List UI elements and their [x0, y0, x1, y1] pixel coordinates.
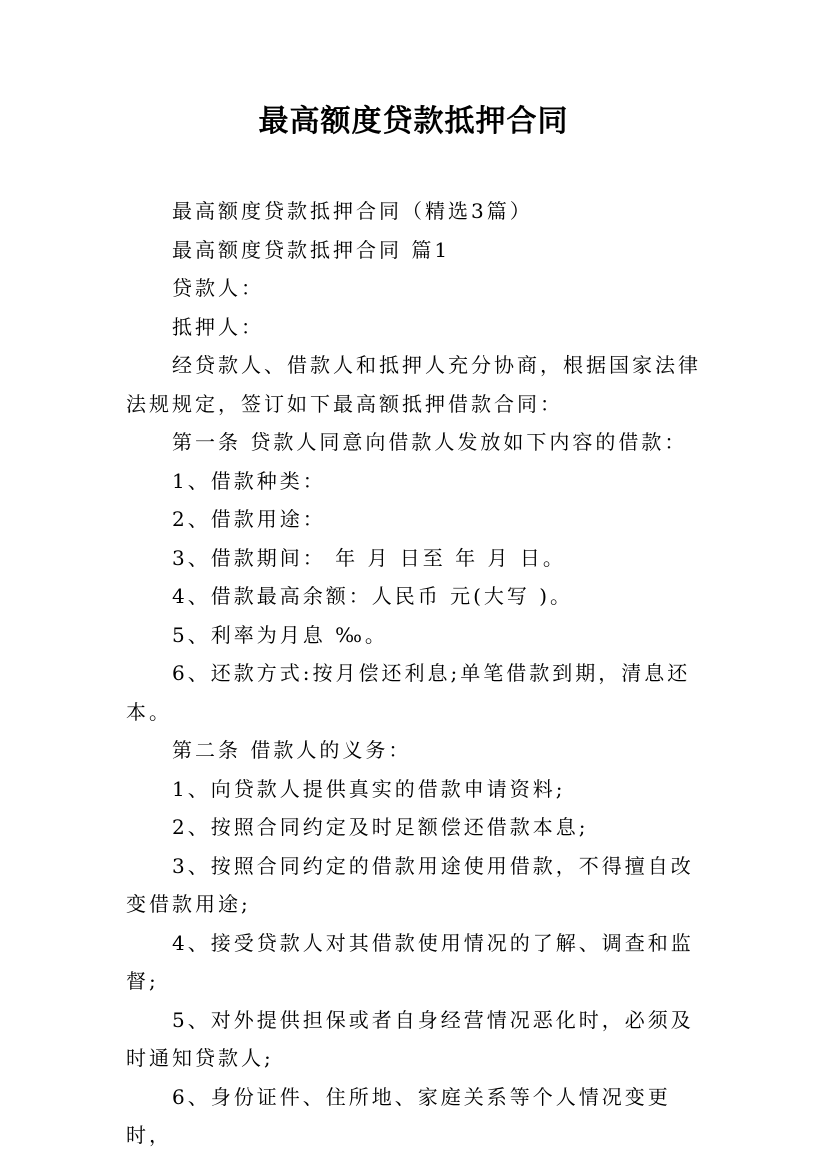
- paragraph: 4、借款最高余额：人民币 元(大写 )。: [172, 584, 574, 608]
- document-body: [126, 192, 716, 1155]
- paragraph: 3、按照合同约定的借款用途使用借款，不得擅自改变借款用途;: [126, 853, 694, 916]
- paragraph: 4、接受贷款人对其借款使用情况的了解、调查和监督;: [126, 930, 694, 993]
- paragraph: 6、还款方式:按月偿还利息;单笔借款到期，清息还本。: [126, 661, 691, 724]
- paragraph: 第二条 借款人的义务：: [172, 738, 412, 762]
- paragraph: 5、对外提供担保或者自身经营情况恶化时，必须及时通知贷款人;: [126, 1007, 694, 1070]
- paragraph: 经贷款人、借款人和抵押人充分协商，根据国家法律法规规定，签订如下最高额抵押借款合同：: [126, 353, 701, 416]
- paragraph: 2、借款用途：: [172, 507, 326, 531]
- paragraph: 第一条 贷款人同意向借款人发放如下内容的借款：: [172, 430, 688, 454]
- paragraph: 贷款人：: [172, 276, 264, 300]
- paragraph: 1、借款种类：: [172, 468, 326, 493]
- paragraph: 3、借款期间： 年 月 日至 年 月 日。: [172, 545, 566, 570]
- paragraph: 2、按照合同约定及时足额偿还借款本息;: [172, 815, 589, 839]
- paragraph: 6、身份证件、住所地、家庭关系等个人情况变更时，: [126, 1084, 671, 1147]
- paragraph: 抵押人：: [172, 314, 264, 339]
- paragraph: 5、利率为月息 ‰。: [172, 622, 388, 647]
- paragraph: 1、向贷款人提供真实的借款申请资料;: [172, 776, 566, 801]
- paragraph: 最高额度贷款抵押合同（精选3篇）: [172, 199, 533, 223]
- document-title: 最高额度贷款抵押合同: [258, 104, 569, 139]
- paragraph: 最高额度贷款抵押合同 篇1: [172, 237, 451, 262]
